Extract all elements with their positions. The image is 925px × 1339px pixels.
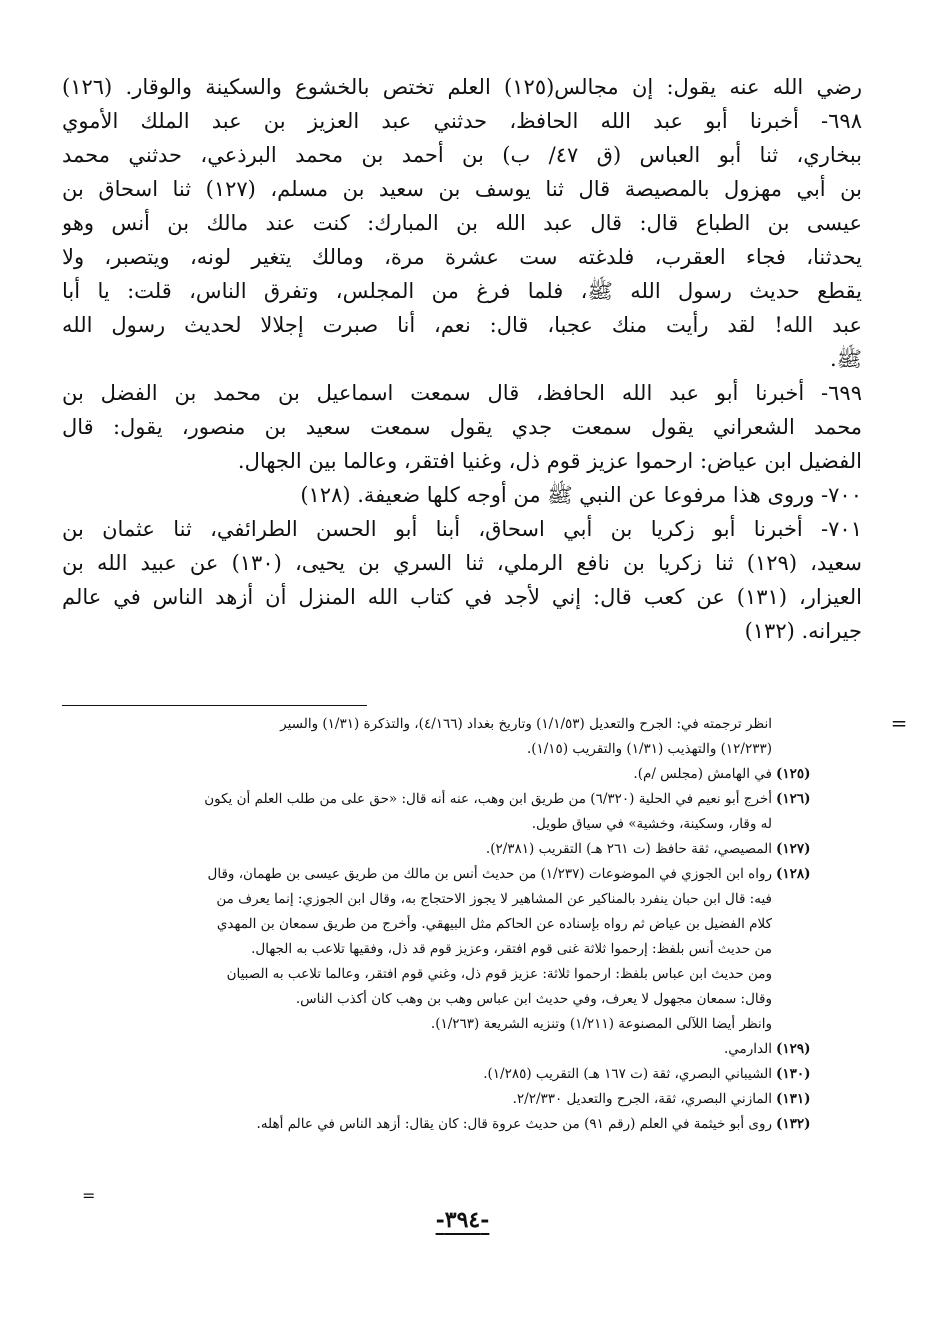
page-number: -٣٩٤-: [435, 1207, 490, 1233]
footnote-line: أخرج أبو نعيم في الحلية (٦/٣٢٠) من طريق ابن وهب، عنه أنه قال: «حق على من طلب العلم أن يكون: [204, 791, 772, 807]
footnote: [62, 1037, 811, 1062]
footnote: [62, 712, 772, 762]
footnote-number: (١٢٥): [776, 766, 811, 782]
footnote: [62, 1087, 811, 1112]
text-line: سعيد، (١٢٩) ثنا زكريا بن نافع الرملي، ثنا السري بن يحيى، (١٣٠) عن عبيد الله بن: [62, 551, 862, 575]
footnote-number: (١٣١): [776, 1091, 811, 1107]
footnote-line: كلام الفضيل بن عياض ثم رواه بإسناده عن الحاكم مثل البيهقي. وأخرج من طريق سمعان بن المهدي: [216, 916, 772, 932]
footnote-line: وقال: سمعان مجهول لا يعرف، وفي حديث ابن عباس وهب بن وهب كان أكذب الناس.: [295, 991, 772, 1007]
footnote-line: فيه: قال ابن حبان ينفرد بالمناكير عن المشاهير لا يجوز الاحتجاج به، وقال ابن الجوزي: إنما يعرف من: [216, 891, 772, 907]
footnote-line: انظر ترجمته في: الجرح والتعديل (١/١/٥٣) وتاريخ بغداد (٤/١٦٦)، والتذكرة (١/٣١) والسير: [280, 716, 772, 732]
text-line: يحدثنا، فجاء العقرب، فلدغته ست عشرة مرة، ومالك يتغير لونه، ويتصبر، ولا: [62, 245, 862, 269]
text-line: ٧٠١- أخبرنا أبو زكريا بن أبي اسحاق، أبنا أبو الحسن الطرائفي، ثنا عثمان بن: [62, 517, 862, 541]
text-line: محمد الشعراني يقول سمعت جدي يقول سمعت سعيد بن منصور، يقول: قال: [62, 415, 862, 439]
footnotes: [62, 712, 811, 1137]
footnote-number: (١٢٩): [776, 1041, 811, 1057]
main-text-block: [62, 70, 862, 648]
footnote-line: المصيصي، ثقة حافظ (ت ٢٦١ هـ) التقريب (٢/٣٨١).: [485, 841, 772, 857]
text-line: عبد الله! لقد رأيت منك عجبا، قال: نعم، أنا صبرت إجلالا لحديث رسول الله: [62, 313, 862, 337]
text-line: جيرانه. (١٣٢): [744, 619, 862, 643]
text-line: رضي الله عنه يقول: إن مجالس(١٢٥) العلم تختص بالخشوع والسكينة والوقار. (١٢٦): [62, 75, 862, 99]
footnote-line: الدارمي.: [724, 1041, 772, 1057]
footnote-line: في الهامش (مجلس /م).: [633, 766, 772, 782]
footnote-number: (١٣٢): [776, 1116, 811, 1132]
text-line: ٦٩٨- أخبرنا أبو عبد الله الحافظ، حدثني عبد العزيز بن عبد الملك الأموي: [62, 109, 862, 133]
footnote-number: (١٣٠): [776, 1066, 811, 1082]
footnote: [62, 787, 811, 837]
footnote-line: رواه ابن الجوزي في الموضوعات (١/٢٣٧) من حديث أنس بن مالك من طريق عيسى بن طهمان، وقال: [207, 866, 772, 882]
footnote-line: وانظر أيضا اللآلى المصنوعة (١/٢١١) وتنزيه الشريعة (١/٢٦٣).: [430, 1016, 772, 1032]
footnote: [62, 1062, 811, 1087]
footnote: [62, 837, 811, 862]
footnote-line: (١٢/٢٣٣) والتهذيب (١/٣١) والتقريب (١/١٥).: [526, 741, 772, 757]
footnote-number: (١٢٦): [776, 791, 811, 807]
footnote-number: (١٢٧): [776, 841, 811, 857]
footnote-line: روى أبو خيثمة في العلم (رقم ٩١) من حديث عروة قال: كان يقال: أزهد الناس في عالم أهله.: [256, 1116, 772, 1132]
text-line: ٦٩٩- أخبرنا أبو عبد الله الحافظ، قال سمعت اسماعيل بن محمد بن الفضل بن: [62, 381, 862, 405]
text-line: الفضيل ابن عياض: ارحموا عزيز قوم ذل، وغنيا افتقر، وعالما بين الجهال.: [237, 449, 862, 473]
end-mark: =: [82, 1186, 96, 1205]
text-line: ٧٠٠- وروى هذا مرفوعا عن النبي ﷺ من أوجه كلها ضعيفة. (١٢٨): [300, 483, 862, 507]
text-line: العيزار، (١٣١) عن كعب قال: إني لأجد في كتاب الله المنزل أن أزهد الناس في عالم: [62, 585, 862, 609]
text-line: يقطع حديث رسول الله ﷺ، فلما فرغ من المجلس، وتفرق الناس، قلت: يا أبا: [62, 279, 862, 303]
footnote-line: له وقار، وسكينة، وخشية» في سياق طويل.: [531, 816, 772, 832]
text-line: عيسى بن الطباع قال: قال عبد الله بن المبارك: كنت عند مالك بن أنس وهو: [62, 211, 862, 235]
footnote: [62, 1112, 811, 1137]
footnote-separator: [62, 705, 367, 706]
footnote-line: ومن حديث ابن عباس بلفظ: ارحموا ثلاثة: عزيز قوم ذل، وغني قوم افتقر، وعالما تلاعب به الصبيان: [226, 966, 772, 982]
text-line: ببخاري، ثنا أبو العباس (ق ٤٧/ ب) بن أحمد بن محمد البرذعي، حدثني محمد: [62, 143, 862, 167]
footnote-line: من حديث أنس بلفظ: إرحموا ثلاثة غنى قوم افتقر، وعزيز قوم قد ذل، وفقيها تلاعب به الجهال.: [251, 941, 772, 957]
continuation-mark: =: [890, 711, 908, 735]
footnote: [62, 762, 811, 787]
main-text: [62, 70, 862, 648]
footnote-line: الشيباني البصري، ثقة (ت ١٦٧ هـ) التقريب (١/٢٨٥).: [483, 1066, 772, 1082]
footnote: [62, 862, 811, 1037]
footnote-number: (١٢٨): [776, 866, 811, 882]
text-line: بن أبي مهزول بالمصيصة قال ثنا يوسف بن سعيد بن مسلم، (١٢٧) ثنا اسحاق بن: [62, 177, 862, 201]
footnote-line: المازني البصري، ثقة، الجرح والتعديل ٢/٢/٣٣٠.: [512, 1091, 772, 1107]
text-line: ﷺ.: [829, 347, 862, 371]
